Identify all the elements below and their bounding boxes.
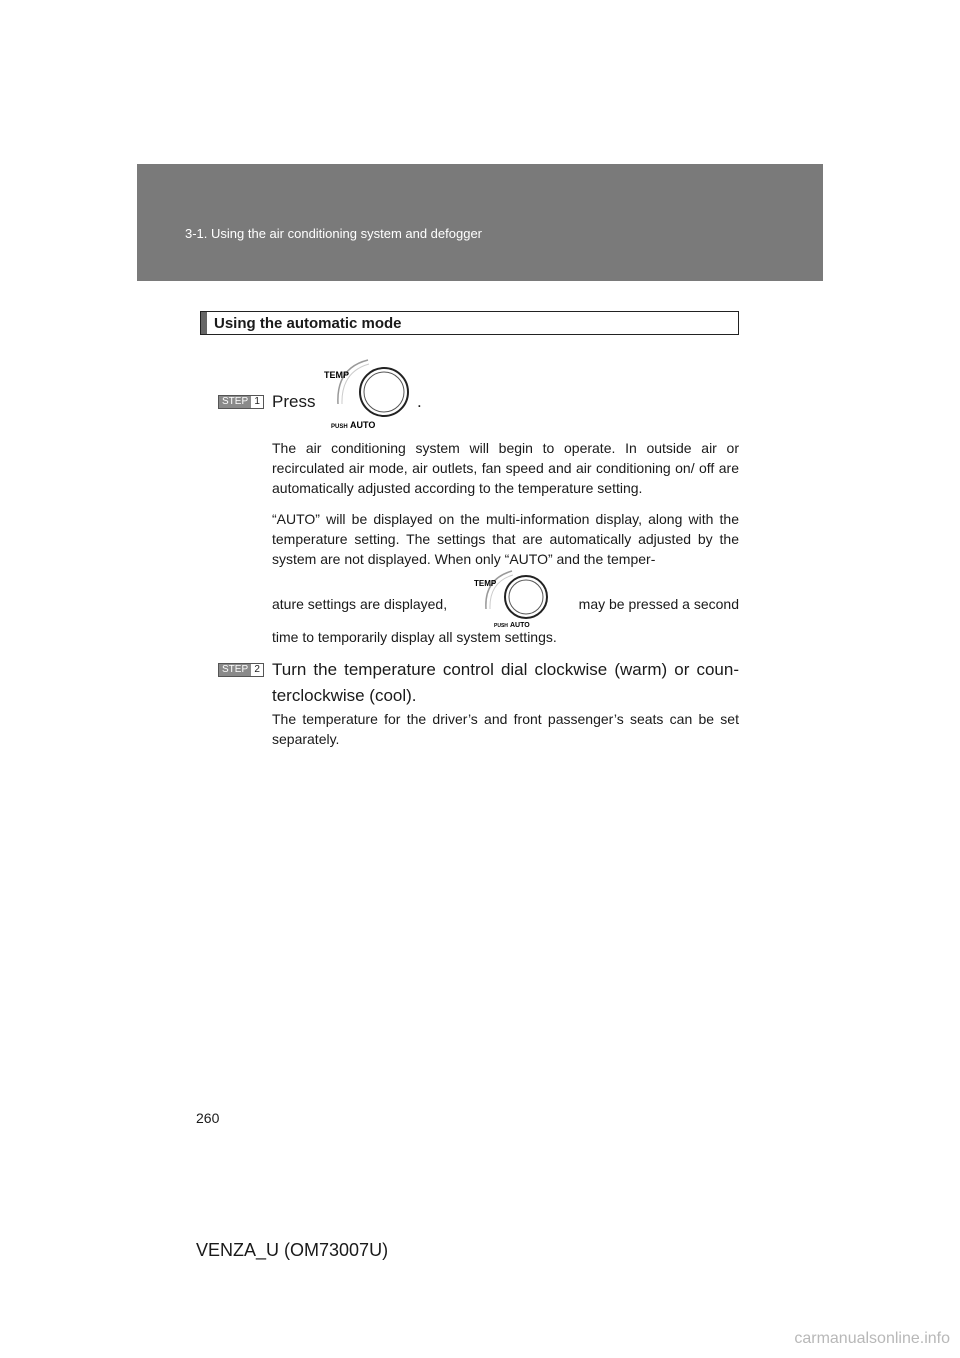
svg-text:PUSH: PUSH	[331, 424, 348, 430]
svg-text:TEMP: TEMP	[324, 370, 350, 380]
page-number: 260	[196, 1110, 220, 1126]
breadcrumb: 3-1. Using the air conditioning system and defogger	[185, 226, 483, 241]
step-1-press-text: Press	[272, 392, 316, 411]
svg-text:PUSH: PUSH	[494, 623, 508, 629]
step-2-line-1: Turn the temperature control dial clockwise (warm) or coun-	[272, 660, 739, 679]
step-1-last-line: time to temporarily display all system settings.	[272, 629, 557, 645]
watermark: carmanualsonline.info	[794, 1330, 950, 1347]
step-1-inline-before: ature settings are displayed,	[272, 596, 448, 612]
step-1-period: .	[417, 392, 422, 411]
step-1-paragraph-2: “AUTO” will be displayed on the multi-information display, along with the temperature setting. The settings that are automatically adjusted by the system are not displayed. When only “AUTO” and the temper-	[272, 511, 739, 567]
temp-auto-dial-icon	[322, 354, 414, 430]
document-code: VENZA_U (OM73007U)	[196, 1240, 389, 1260]
temp-auto-dial-icon-inline	[472, 567, 552, 629]
step-2-paragraph: The temperature for the driver’s and front passenger’s seats can be set separately.	[272, 711, 739, 747]
step-1-badge: STEP 1	[218, 395, 264, 409]
step-1-inline-after: may be pressed a second	[578, 596, 739, 612]
step-2-line-2: terclockwise (cool).	[272, 686, 417, 705]
chapter-header	[137, 164, 823, 281]
section-title-box	[200, 311, 739, 335]
step-2-badge: STEP 2	[218, 663, 264, 677]
svg-text:AUTO: AUTO	[510, 622, 530, 629]
section-title: Using the automatic mode	[214, 314, 402, 332]
step-1-paragraph-1: The air conditioning system will begin to operate. In outside air or recirculated air mode, air outlets, fan speed and air conditioning on/ off are automatically adjusted according to the temperature setting.	[272, 440, 739, 496]
svg-text:TEMP: TEMP	[474, 579, 497, 588]
section-title-bar	[201, 312, 207, 334]
svg-text:AUTO: AUTO	[350, 420, 376, 430]
